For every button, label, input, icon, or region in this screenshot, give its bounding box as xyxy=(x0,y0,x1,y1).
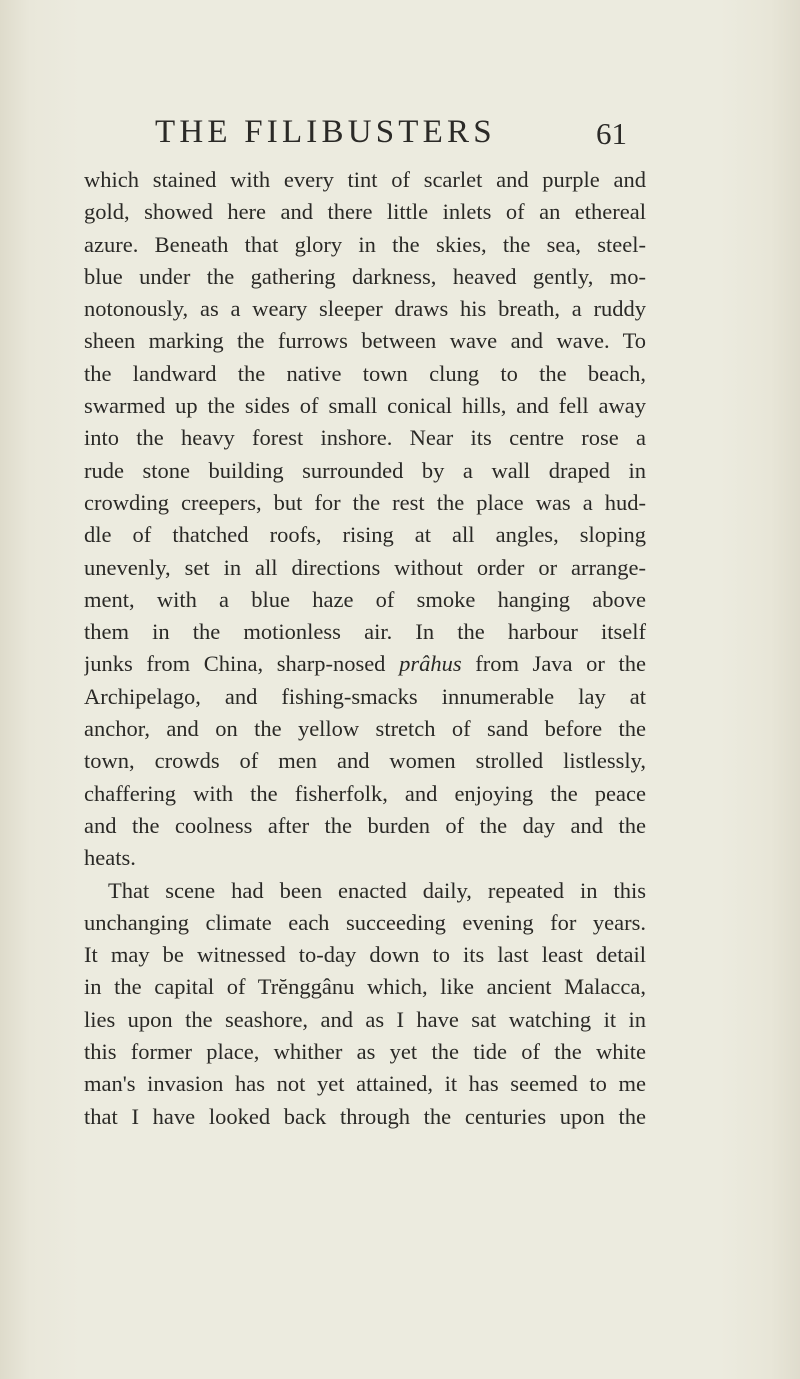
paragraph-start-line: That scene had been enacted daily, repeated in this xyxy=(108,877,646,903)
page-number: 61 xyxy=(596,116,627,151)
junks-before: junks from China, sharp-nosed xyxy=(84,651,386,677)
text-line: blue under the gathering darkness, heaved gently, mo- xyxy=(84,263,646,289)
text-line: lies upon the seashore, and as I have sat watching it in xyxy=(84,1006,646,1032)
text-line: anchor, and on the yellow stretch of sand before the xyxy=(84,716,646,742)
text-line: in the capital of Trĕnggânu which, like ancient Malacca, xyxy=(84,974,646,1000)
text-line: chaffering with the fisherfolk, and enjoying the peace xyxy=(84,780,646,806)
paragraph-end-line: heats. xyxy=(84,845,136,871)
text-line-junks xyxy=(84,648,646,680)
page-header xyxy=(0,112,800,160)
running-head: THE FILIBUSTERS xyxy=(155,114,496,150)
text-line: town, crowds of men and women strolled listlessly, xyxy=(84,748,646,774)
text-line: dle of thatched roofs, rising at all angles, sloping xyxy=(84,522,646,548)
text-line: this former place, whither as yet the tide of the white xyxy=(84,1039,646,1065)
text-line: sheen marking the furrows between wave and wave. To xyxy=(84,328,646,354)
body-text xyxy=(84,164,646,1133)
text-line: unchanging climate each succeeding evening for years. xyxy=(84,909,646,935)
text-line: which stained with every tint of scarlet and purple and xyxy=(84,167,646,192)
text-line: into the heavy forest inshore. Near its centre rose a xyxy=(84,425,646,451)
text-line: ment, with a blue haze of smoke hanging above xyxy=(84,586,646,612)
text-line: unevenly, set in all directions without order or arrange- xyxy=(84,554,646,580)
text-line: the landward the native town clung to the beach, xyxy=(84,360,646,386)
text-line: gold, showed here and there little inlets of an ethereal xyxy=(84,199,646,225)
text-line: and the coolness after the burden of the day and the xyxy=(84,812,646,838)
text-line: crowding creepers, but for the rest the place was a hud- xyxy=(84,489,646,515)
junks-after: from Java or the xyxy=(475,651,646,677)
text-line: rude stone building surrounded by a wall draped in xyxy=(84,457,646,483)
text-line: notonously, as a weary sleeper draws his breath, a ruddy xyxy=(84,296,646,322)
text-line: It may be witnessed to-day down to its last least detail xyxy=(84,942,646,968)
text-line: azure. Beneath that glory in the skies, the sea, steel- xyxy=(84,231,646,257)
text-line: them in the motionless air. In the harbour itself xyxy=(84,619,646,645)
text-line: swarmed up the sides of small conical hills, and fell away xyxy=(84,393,646,419)
text-line: man's invasion has not yet attained, it has seemed to me xyxy=(84,1071,646,1097)
italic-word: prâhus xyxy=(399,651,462,677)
text-line: that I have looked back through the centuries upon the xyxy=(84,1103,646,1129)
text-line: Archipelago, and fishing-smacks innumerable lay at xyxy=(84,683,646,709)
